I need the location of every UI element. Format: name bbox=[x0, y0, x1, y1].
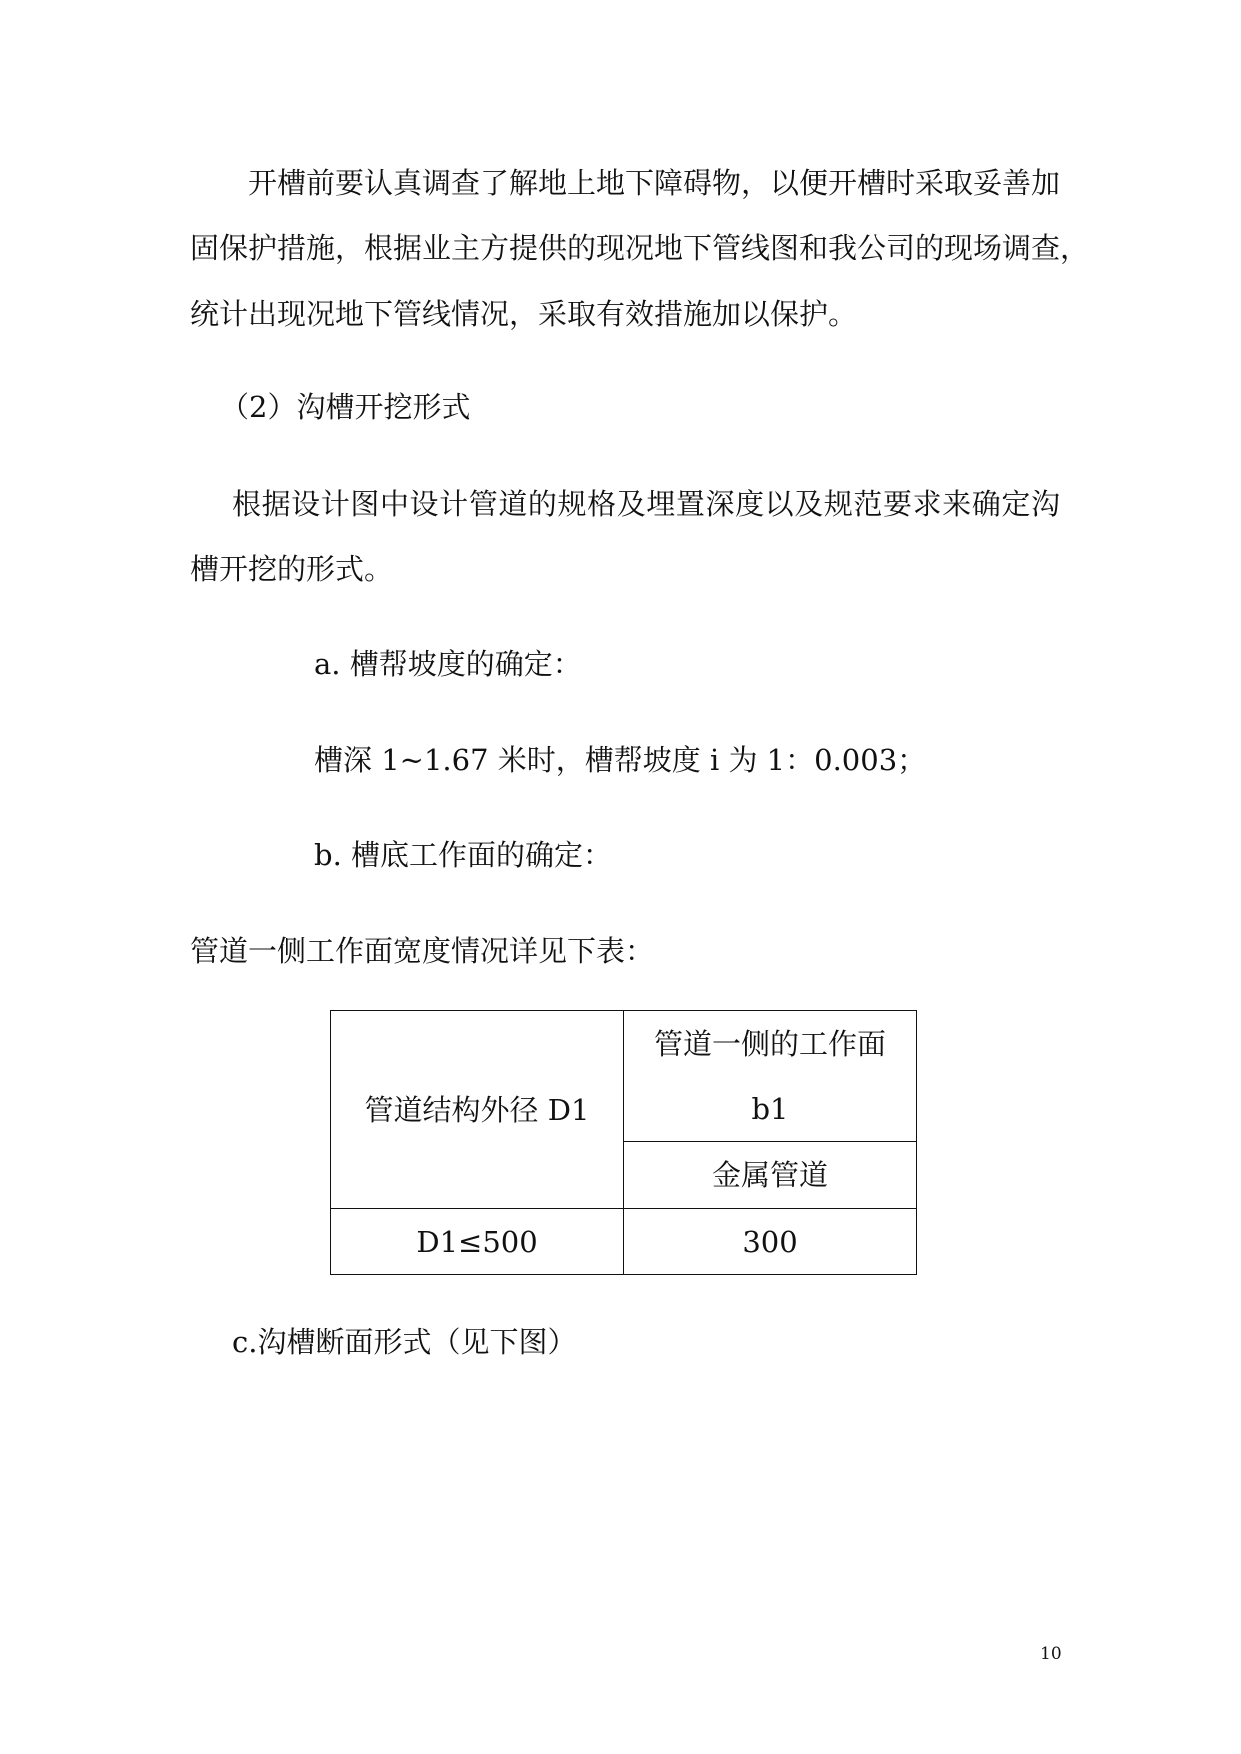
table-header-left: 管道结构外径 D1 bbox=[331, 1011, 624, 1209]
table-row-left: D1≤500 bbox=[331, 1209, 624, 1275]
paragraph-2-line-2: 槽开挖的形式。 bbox=[190, 552, 394, 586]
item-a-heading: a. 槽帮坡度的确定： bbox=[314, 647, 582, 681]
paragraph-1-line-3: 统计出现况地下管线情况，采取有效措施加以保护。 bbox=[190, 297, 858, 331]
table-header-right: 管道一侧的工作面 b1 bbox=[624, 1011, 917, 1142]
table-intro: 管道一侧工作面宽度情况详见下表： bbox=[190, 934, 655, 968]
paragraph-2-line-1: 根据设计图中设计管道的规格及埋置深度以及规范要求来确定沟 bbox=[232, 487, 1060, 521]
item-b-heading: b. 槽底工作面的确定： bbox=[314, 838, 613, 872]
item-c-heading: c.沟槽断面形式（见下图） bbox=[232, 1325, 577, 1359]
table-row-right: 300 bbox=[624, 1209, 917, 1275]
table-subheader-right: 金属管道 bbox=[624, 1142, 917, 1209]
paragraph-1-line-2: 固保护措施，根据业主方提供的现况地下管线图和我公司的现场调查， bbox=[190, 231, 1090, 265]
page-number: 10 bbox=[1040, 1644, 1062, 1664]
item-a-detail: 槽深 1~1.67 米时，槽帮坡度 i 为 1：0.003； bbox=[314, 743, 927, 777]
section-heading: （2）沟槽开挖形式 bbox=[220, 390, 471, 424]
paragraph-1-line-1: 开槽前要认真调查了解地上地下障碍物，以便开槽时采取妥善加 bbox=[248, 166, 1061, 200]
work-face-table bbox=[330, 1010, 917, 1275]
